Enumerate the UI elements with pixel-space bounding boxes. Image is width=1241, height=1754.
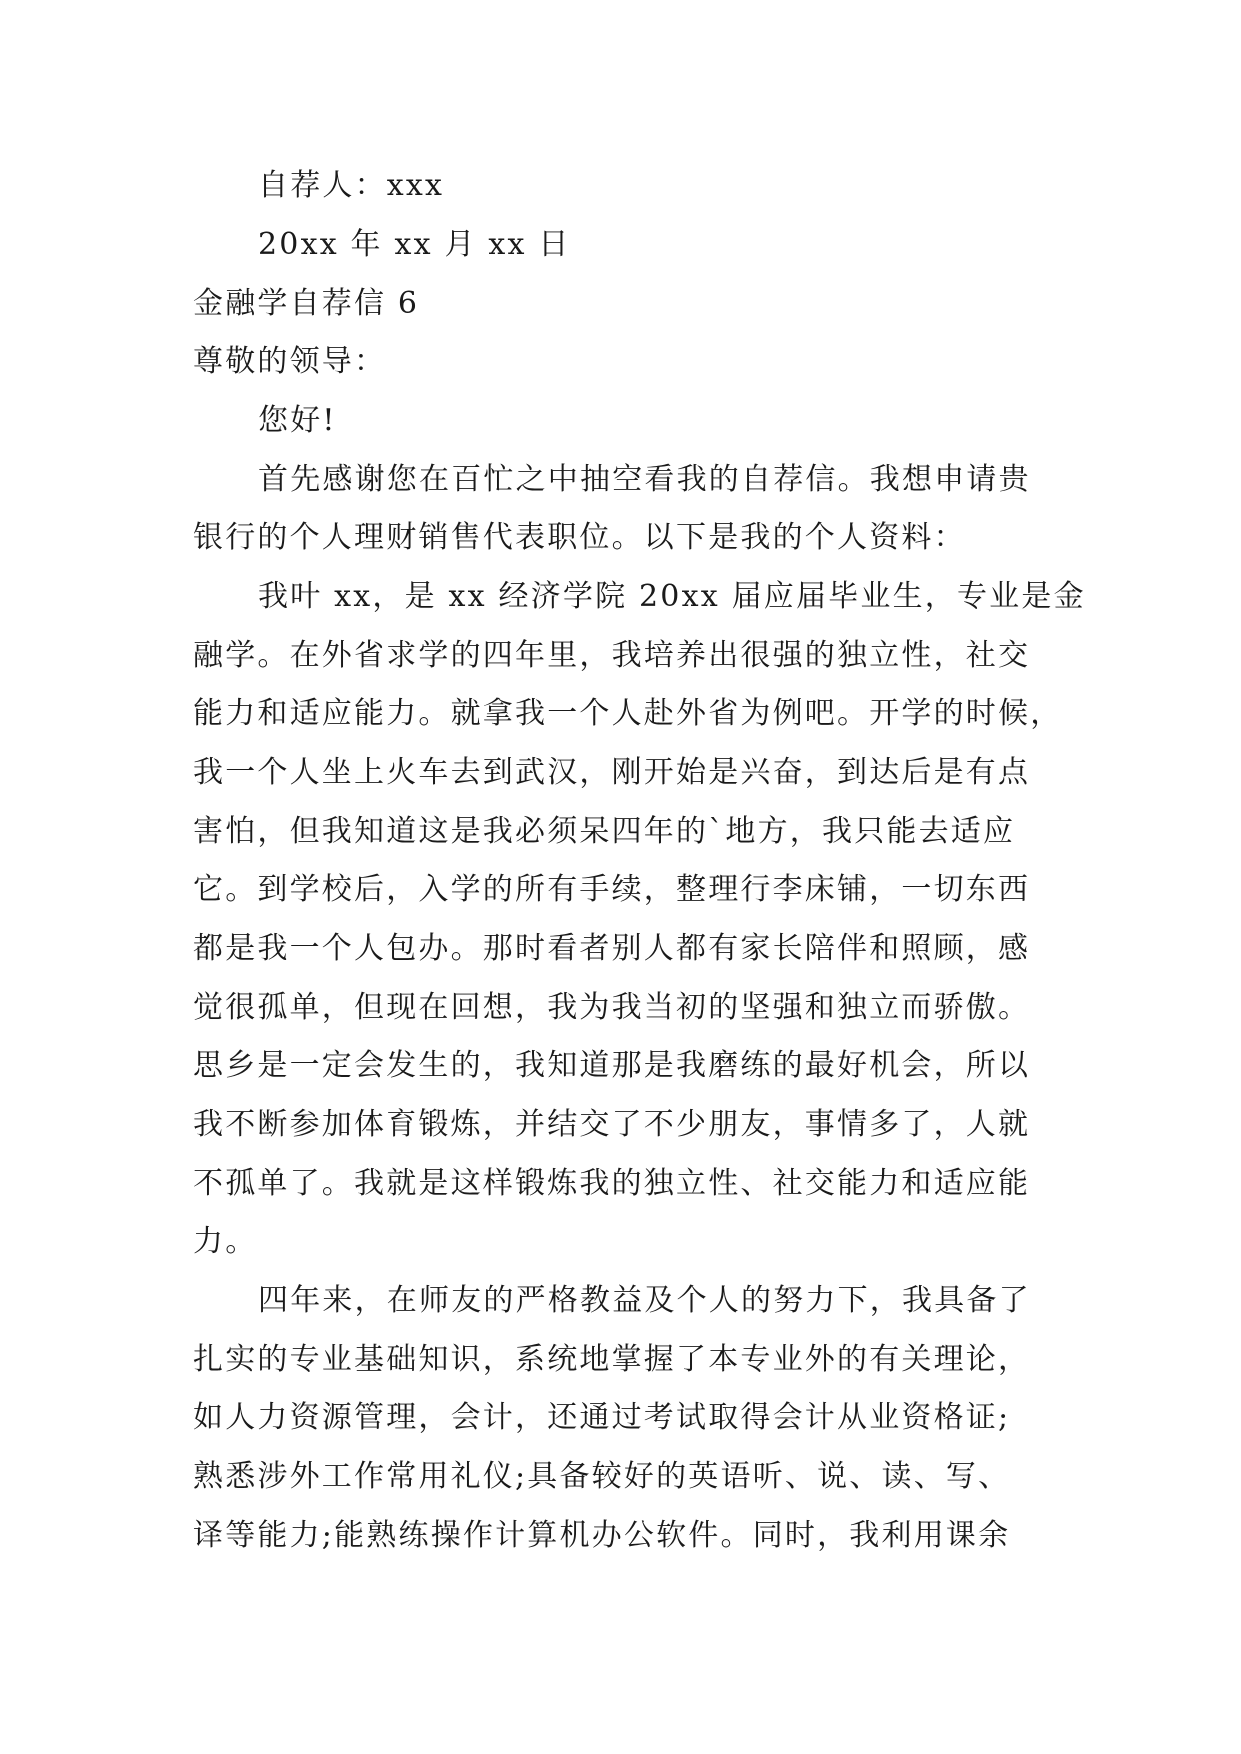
salutation: 尊敬的领导： xyxy=(193,344,387,379)
paragraph-line: 它。到学校后，入学的所有手续，整理行李床铺，一切东西 xyxy=(193,872,1031,907)
paragraph-line: 如人力资源管理，会计，还通过考试取得会计从业资格证; xyxy=(193,1400,1011,1435)
paragraph-line: 思乡是一定会发生的，我知道那是我磨练的最好机会，所以 xyxy=(193,1048,1031,1083)
paragraph-line: 觉很孤单，但现在回想，我为我当初的坚强和独立而骄傲。 xyxy=(193,990,1031,1025)
paragraph-line: 译等能力;能熟练操作计算机办公软件。同时，我利用课余 xyxy=(193,1518,1011,1553)
paragraph-line: 能力和适应能力。就拿我一个人赴外省为例吧。开学的时候， xyxy=(193,696,1063,731)
paragraph-line: 四年来，在师友的严格教益及个人的努力下，我具备了 xyxy=(258,1283,1031,1318)
paragraph-line: 害怕，但我知道这是我必须呆四年的`地方，我只能去适应 xyxy=(193,814,1016,849)
paragraph-line: 都是我一个人包办。那时看者别人都有家长陪伴和照顾，感 xyxy=(193,931,1031,966)
paragraph-line: 力。 xyxy=(193,1224,258,1259)
paragraph-line: 不孤单了。我就是这样锻炼我的独立性、社交能力和适应能 xyxy=(193,1166,1031,1201)
paragraph-line: 我一个人坐上火车去到武汉，刚开始是兴奋，到达后是有点 xyxy=(193,755,1031,790)
paragraph-line: 融学。在外省求学的四年里，我培养出很强的独立性，社交 xyxy=(193,638,1031,673)
paragraph-line: 首先感谢您在百忙之中抽空看我的自荐信。我想申请贵 xyxy=(258,462,1031,497)
paragraph-line: 扎实的专业基础知识，系统地掌握了本专业外的有关理论， xyxy=(193,1342,1031,1377)
paragraph-line: 我不断参加体育锻炼，并结交了不少朋友，事情多了，人就 xyxy=(193,1107,1031,1142)
date-line: 20xx 年 xx 月 xx 日 xyxy=(258,227,571,262)
paragraph-line: 我叶 xx，是 xx 经济学院 20xx 届应届毕业生，专业是金 xyxy=(258,579,1086,614)
letter-heading: 金融学自荐信 6 xyxy=(193,286,420,321)
signature-line: 自荐人：xxx xyxy=(258,168,445,203)
paragraph-line: 熟悉涉外工作常用礼仪;具备较好的英语听、说、读、写、 xyxy=(193,1459,1011,1494)
paragraph-line: 银行的个人理财销售代表职位。以下是我的个人资料： xyxy=(193,520,966,555)
greeting: 您好! xyxy=(258,403,337,438)
